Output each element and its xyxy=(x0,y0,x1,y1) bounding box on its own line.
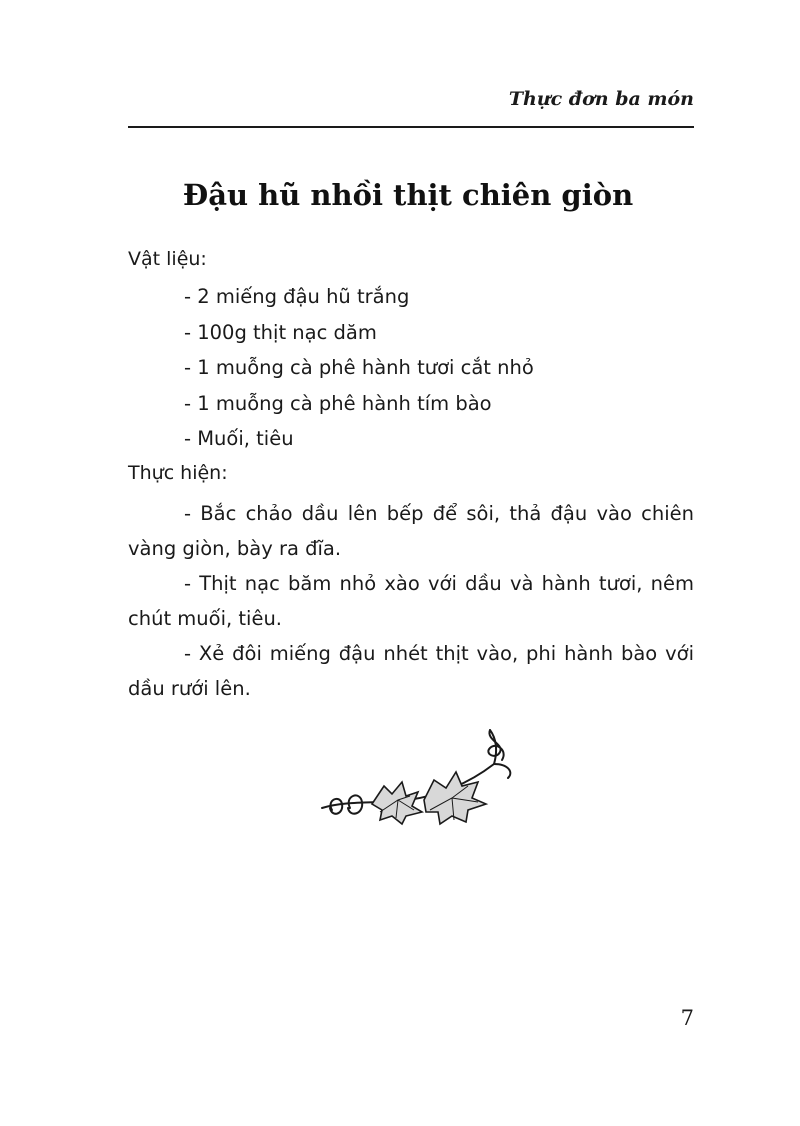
method-step: - Bắc chảo dầu lên bếp để sôi, thả đậu vào chiên vàng giòn, bày ra đĩa. xyxy=(128,502,694,560)
page-number: 7 xyxy=(680,1006,694,1030)
running-header-title: Thực đơn ba món xyxy=(508,88,694,110)
ingredient-item: - 100g thịt nạc dăm xyxy=(184,320,377,344)
recipe-title: Đậu hũ nhồi thịt chiên giòn xyxy=(182,178,634,212)
method-step: - Xẻ đôi miếng đậu nhét thịt vào, phi hành bào với dầu rưới lên. xyxy=(128,642,694,700)
method-heading: Thực hiện: xyxy=(128,462,228,484)
ingredients-list xyxy=(184,283,534,461)
vine-leaves-ornament-icon xyxy=(318,720,528,834)
ingredient-item: - 1 muỗng cà phê hành tươi cắt nhỏ xyxy=(184,356,534,379)
method-step: - Thịt nạc băm nhỏ xào với dầu và hành tươi, nêm chút muối, tiêu. xyxy=(128,572,694,630)
ingredients-heading: Vật liệu: xyxy=(128,248,207,270)
header-divider xyxy=(128,126,694,128)
method-steps xyxy=(128,496,694,706)
ingredient-item: - 2 miếng đậu hũ trắng xyxy=(184,285,410,308)
ingredient-item: - 1 muỗng cà phê hành tím bào xyxy=(184,391,492,415)
ingredient-item: - Muối, tiêu xyxy=(184,427,294,450)
